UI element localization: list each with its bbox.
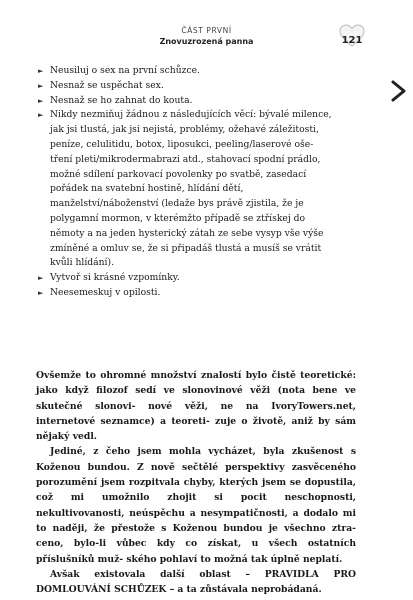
paragraph bbox=[36, 368, 356, 444]
list-item-line: pořádek na svatební hostině, hlídání dětí, bbox=[50, 183, 244, 195]
list-item: ► Nesnaž se ho zahnat do kouta. bbox=[38, 94, 193, 106]
list-item-line: němoty a na jeden hysterický zátah ze sebe vysyp vše výše bbox=[50, 227, 324, 239]
chapter-title: Znovuzrozená panna bbox=[159, 37, 254, 46]
paragraph-line: SCHŮZEK – a ta zůstávala neprobádaná. bbox=[114, 584, 322, 596]
list-item: ► Neusiluj o sex na první schůzce. bbox=[38, 65, 200, 76]
list-item-line: Nikdy nezmiňuj žádnou z následujících věcí: bývalé milence, bbox=[50, 109, 332, 121]
paragraph-line: Ovšemže to ohromné množství znalostí bylo čistě teoretické: jako bbox=[36, 370, 356, 397]
paragraph-line: Avšak existovala další oblast – PRAVIDLA PRO DOMLOUVÁNÍ bbox=[36, 568, 356, 596]
list-item-line: peníze, celulitidu, botox, liposukci, peeling/laserové oše- bbox=[50, 138, 314, 150]
list-item-text: Neusiluj o sex na první schůzce. bbox=[50, 65, 200, 76]
paragraph-line: rozpitvala chyby, kterých jsem se dopustila, což mi umožnilo zhojit si bbox=[36, 477, 356, 504]
paragraph bbox=[36, 444, 356, 566]
list-item-text: Nesnaž se uspěchat sex. bbox=[50, 79, 164, 91]
list-item: ► Nikdy nezmiňuj žádnou z následujících věcí: bývalé milence, jak jsi tlustá, jak jsi nejistá, problémy, ožehavé záležitosti, peníze, celulitidu, botox, liposukci, peeling/laserové oše- tření pleti/mikrodermabrazi atd., stahovací spodní prádlo, možné sdílení parkovací povolenky po svatbě, zasedací pořádek na svatební hostině, hlídání dětí, manželství/náboženství (ledaže bys právě zjistila, že je polygamní mormon, v kterémžto případě se ztřískej do němoty a na jeden hysterický zátah ze sebe vysyp vše výše zmíněné a omluv se, že si připadáš tlustá a musíš se vrátit kvůli hlídání). bbox=[38, 108, 338, 271]
page-number: 121 bbox=[341, 35, 363, 46]
paragraph-line: ského pohlaví to možná tak úplně neplatí. bbox=[126, 553, 343, 565]
paragraph-line: ceno, bylo-li vůbec kdy co získat, u všech ostatních příslušníků muž- bbox=[36, 538, 356, 565]
list-item-text: Nesnaž se ho zahnat do kouta. bbox=[50, 94, 193, 106]
list-item-line: polygamní mormon, v kterémžto případě se ztřískej do bbox=[50, 212, 306, 224]
body-text bbox=[36, 368, 356, 597]
rules-list bbox=[38, 64, 338, 301]
paragraph bbox=[36, 567, 356, 598]
list-item-line: jak jsi tlustá, jak jsi nejistá, problémy, ožehavé záležitosti, bbox=[50, 124, 319, 136]
paragraph-line: zuje o životě, aniž by sám nějaký vedl. bbox=[36, 415, 356, 443]
list-item-line: možné sdílení parkovací povolenky po svatbě, zasedací bbox=[50, 168, 307, 180]
list-item-line: zmíněné a omluv se, že si připadáš tlustá a musíš se vrátit bbox=[50, 242, 322, 254]
paragraph-line: bundou. Z nově sečtělé perspektivy zasvěceného porozumění jsem bbox=[36, 461, 357, 489]
list-item-line: kvůli hlídání). bbox=[50, 257, 114, 269]
paragraph-line: a dodalo mi to naději, že přestože s Koženou bundou je všechno ztra- bbox=[36, 507, 357, 534]
list-item: ► Vytvoř si krásné vzpomínky. bbox=[38, 272, 180, 284]
list-item: ► Nesnaž se uspěchat sex. bbox=[38, 79, 164, 91]
paragraph-line: nové věži, ne na IvoryTowers.net, internetové seznamce) a teoreti- bbox=[36, 400, 356, 427]
list-item-text: Vytvoř si krásné vzpomínky. bbox=[50, 272, 180, 284]
paragraph-line: Jediné, z čeho jsem mohla vycházet, byla zkušenost s Koženou bbox=[36, 446, 356, 473]
paragraph-line: když filozof sedí ve slonovinové věži (nota bene ve skutečné slonovi- bbox=[36, 385, 356, 412]
chevron-right-icon[interactable] bbox=[389, 80, 409, 102]
list-item-line: manželství/náboženství (ledaže bys právě zjistila, že je bbox=[50, 198, 304, 210]
list-item-text: Neesemeskuj v opilosti. bbox=[50, 286, 161, 298]
part-title: ČÁST PRVNÍ bbox=[181, 26, 232, 35]
list-item: ► Neesemeskuj v opilosti. bbox=[38, 286, 161, 298]
list-item-line: tření pleti/mikrodermabrazi atd., stahovací spodní prádlo, bbox=[50, 153, 321, 165]
paragraph-line: pocit neschopnosti, nekultivovanosti, neúspěchu a nesympatičnosti, bbox=[36, 492, 357, 519]
